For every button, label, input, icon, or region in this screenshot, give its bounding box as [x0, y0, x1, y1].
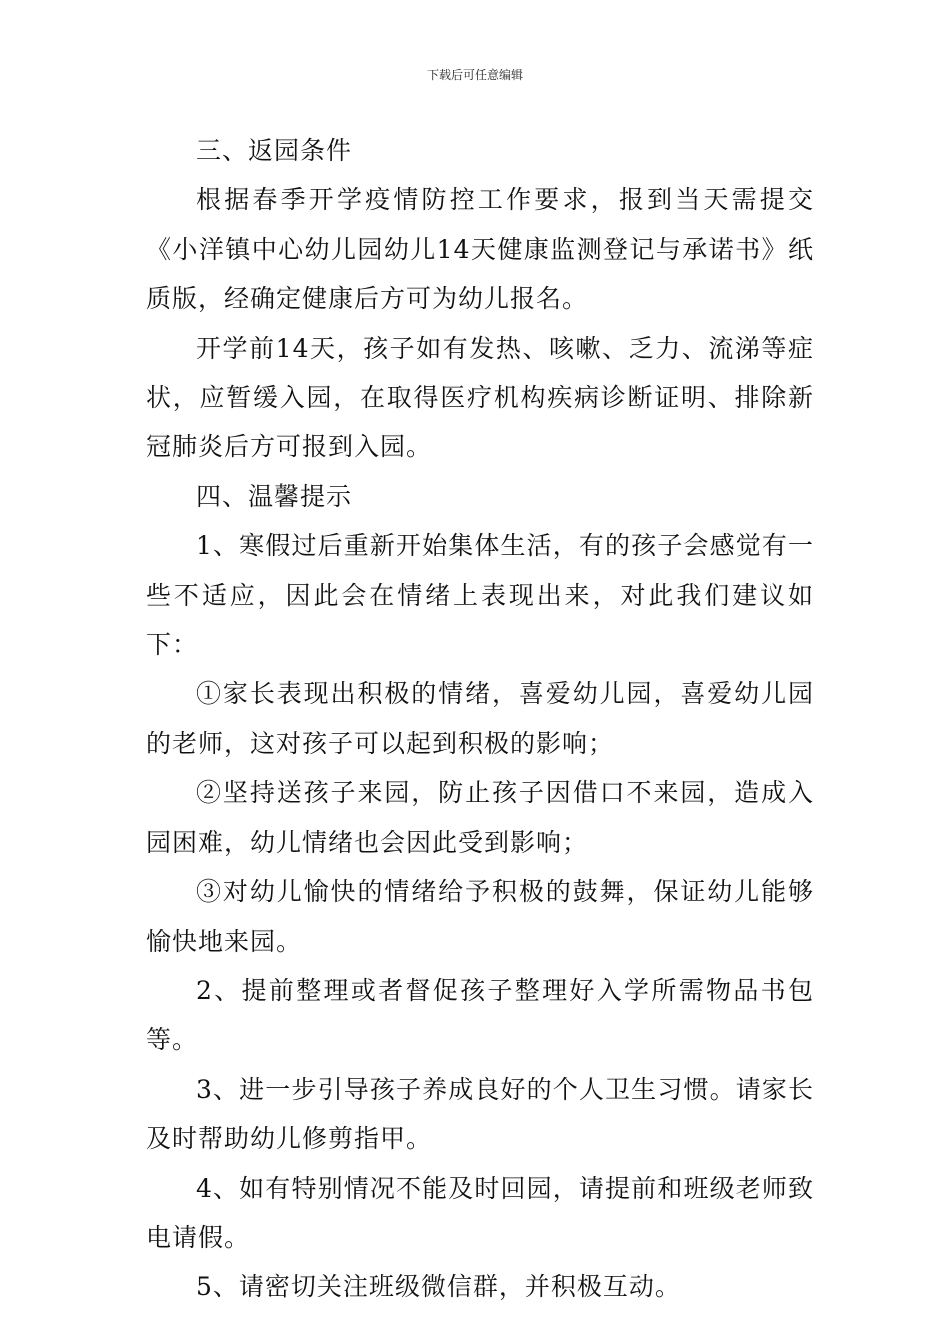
paragraph: 根据春季开学疫情防控工作要求，报到当天需提交《小洋镇中心幼儿园幼儿14天健康监测登记与承诺书》纸质版，经确定健康后方可为幼儿报名。: [146, 185, 814, 314]
paragraph: 4、如有特别情况不能及时回园，请提前和班级老师致电请假。: [146, 1173, 814, 1252]
paragraph: 1、寒假过后重新开始集体生活，有的孩子会感觉有一些不适应，因此会在情绪上表现出来，对此我们建议如下：: [146, 531, 814, 660]
paragraph: ①家长表现出积极的情绪，喜爱幼儿园，喜爱幼儿园的老师，这对孩子可以起到积极的影响；: [146, 679, 814, 758]
paragraph: 3、进一步引导孩子养成良好的个人卫生习惯。请家长及时帮助幼儿修剪指甲。: [146, 1074, 814, 1154]
section-heading-return-conditions: 三、返园条件: [196, 136, 353, 165]
paragraph: 开学前14天，孩子如有发热、咳嗽、乏力、流涕等症状，应暂缓入园，在取得医疗机构疾病诊断证明、排除新冠肺炎后方可报到入园。: [146, 333, 814, 462]
paragraph: ②坚持送孩子来园，防止孩子因借口不来园，造成入园困难，幼儿情绪也会因此受到影响；: [146, 778, 814, 857]
paragraph: 2、提前整理或者督促孩子整理好入学所需物品书包等。: [146, 975, 814, 1055]
document-body: [146, 126, 814, 1312]
page-header: 下载后可任意编辑: [426, 68, 523, 82]
paragraph: ③对幼儿愉快的情绪给予积极的鼓舞，保证幼儿能够愉快地来园。: [146, 877, 814, 956]
section-heading-tips: 四、温馨提示: [196, 481, 353, 511]
paragraph: 5、请密切关注班级微信群，并积极互动。: [196, 1272, 681, 1302]
